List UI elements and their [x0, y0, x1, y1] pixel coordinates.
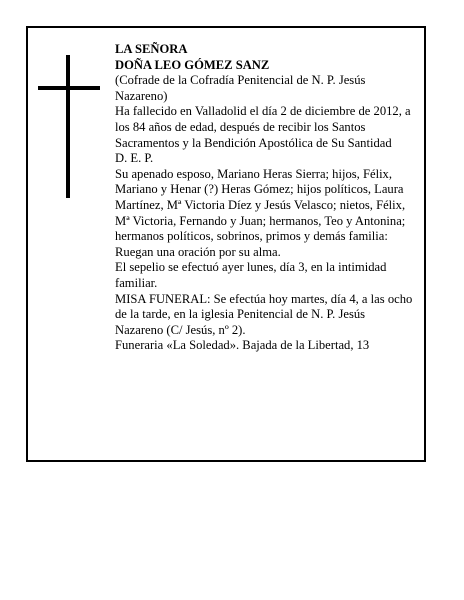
rip-text: D. E. P. — [115, 151, 154, 166]
heading-title: LA SEÑORA — [115, 42, 188, 56]
funeral-home-info: Funeraria «La Soledad». Bajada de la Libertad, 13 — [115, 338, 370, 353]
affiliation-text: (Cofrade de la Cofradía Penitencial de N. P. Jesús Nazareno) — [115, 73, 366, 103]
family-list: Su apenado esposo, Mariano Heras Sierra; hijos, Félix, Mariano y Henar (?) Heras Gómez; hijos políticos, Laura Martínez, Mª Victoria Díez y Jesús Velasco; nietos, Félix, Mª Victoria, Fernando y Juan; hermanos, Teo y Antonina; hermanos políticos, sobrinos, primos y demás familia: — [115, 166, 406, 244]
prayer-request: Ruegan una oración por su alma. — [115, 244, 281, 259]
obituary-notice — [26, 26, 426, 462]
deceased-name: DOÑA LEO GÓMEZ SANZ — [115, 57, 270, 72]
cross-horizontal-bar — [38, 86, 100, 90]
death-announcement: Ha fallecido en Valladolid el día 2 de diciembre de 2012, a los 84 años de edad, después de recibir los Santos Sacramentos y la Bendición Apostólica de Su Santidad — [115, 104, 411, 150]
cross-vertical-bar — [66, 55, 70, 198]
funeral-mass-info: MISA FUNERAL: Se efectúa hoy martes, día 4, a las ocho de la tarde, en la iglesia Penitencial de N. P. Jesús Nazareno (C/ Jesús, nº 2). — [115, 291, 413, 337]
obituary-text — [115, 42, 415, 354]
burial-info: El sepelio se efectuó ayer lunes, día 3, en la intimidad familiar. — [115, 260, 387, 290]
